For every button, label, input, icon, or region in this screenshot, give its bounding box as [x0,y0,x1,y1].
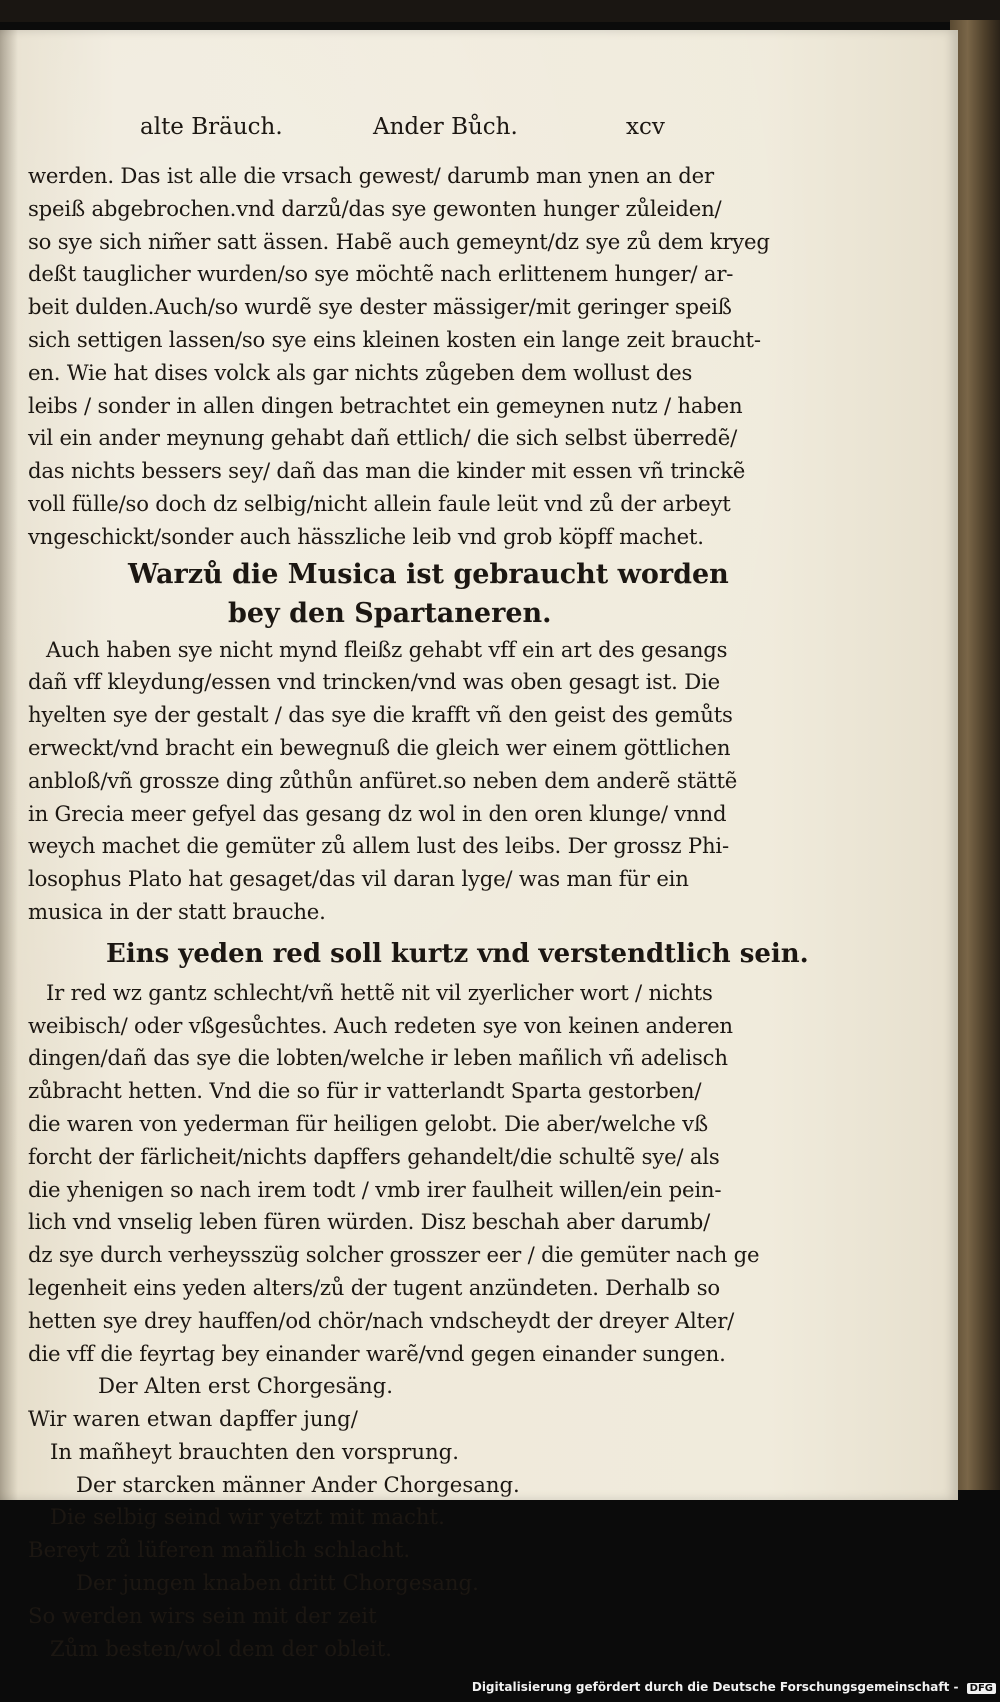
gutter-shadow [0,30,18,1500]
text-line: das nichts bessers sey/ dañ das man die kinder mit essen vñ trinckẽ [28,458,746,484]
verse-line: Bereyt zů lüferen mañlich schlacht. [28,1537,411,1563]
text-line: lich vnd vnselig leben füren würden. Disz beschah aber darumb/ [28,1209,711,1235]
text-line: anbloß/vñ grossze ding zůthůn anfüret.so neben dem anderẽ stättẽ [28,767,738,793]
verse-line: So werden wirs sein mit der zeit [28,1602,377,1628]
text-line: vil ein ander meynung gehabt dañ ettlich/ die sich selbst überredẽ/ [28,425,738,451]
dfg-logo: DFG [967,1683,996,1694]
text-line: die waren von yederman für heiligen gelobt. Die aber/welche vß [28,1110,708,1136]
verse-line: Wir waren etwan dapffer jung/ [28,1406,358,1432]
text-line: die vff die feyrtag bey einander warẽ/vnd gegen einander sungen. [28,1340,726,1366]
verse-block [28,1370,758,1665]
verse-heading: Der Alten erst Chorgesäng. [98,1373,393,1399]
text-line: speiß abgebrochen.vnd darzů/das sye gewonten hunger zůleiden/ [28,195,722,221]
text-line: sich settigen lassen/so sye eins kleinen kosten ein lange zeit braucht- [28,326,761,352]
section-heading-1: Warzů die Musica ist gebraucht worden [128,558,729,590]
text-line: legenheit eins yeden alters/zů der tugent anzündeten. Derhalb so [28,1274,720,1300]
text-line: erweckt/vnd bracht ein bewegnuß die gleich wer einem göttlichen [28,734,731,760]
text-line: voll fülle/so doch dz selbig/nicht allein faule leüt vnd zů der arbeyt [28,490,731,516]
text-line: hetten sye drey hauffen/od chör/nach vndscheydt der dreyer Alter/ [28,1307,735,1333]
text-line: werden. Das ist alle die vrsach gewest/ darumb man ynen an der [28,163,714,188]
text-line: beit dulden.Auch/so wurdẽ sye dester mässiger/mit geringer speiß [28,294,732,320]
paragraph-2 [28,634,758,929]
text-line: leibs / sonder in allen dingen betrachtet ein gemeynen nutz / haben [28,392,743,418]
text-line: deßt tauglicher wurden/so sye möchtẽ nach erlittenem hunger/ ar- [28,261,734,287]
folio-number: xcv [626,114,665,140]
text-line: dañ vff kleydung/essen vnd trincken/vnd was oben gesagt ist. Die [28,669,720,695]
credit-text: Digitalisierung gefördert durch die Deutsche Forschungsgemeinschaft - [471,1680,959,1694]
text-line: so sye sich nim̃er satt ässen. Habẽ auch gemeynt/dz sye zů dem kryeg [28,228,770,254]
verse-line: Zům besten/wol dem der obleit. [50,1635,392,1661]
text-line: musica in der statt brauche. [28,898,326,924]
text-line: in Grecia meer gefyel das gesang dz wol in den oren klunge/ vnnd [28,800,727,826]
verse-heading: Der starcken männer Ander Chorgesang. [76,1471,520,1497]
verse-heading: Der jungen knaben dritt Chorgesang. [76,1570,479,1596]
section-heading-1-cont: bey den Spartaneren. [228,597,552,629]
text-line: Ir red wz gantz schlecht/vñ hettẽ nit vil zyerlicher wort / nichts [46,979,713,1005]
digitization-credit [472,1680,996,1694]
section-heading-2: Eins yeden red soll kurtz vnd verstendtlich sein. [106,938,809,969]
text-line: weibisch/ oder vßgesůchtes. Auch redeten sye von keinen anderen [28,1012,733,1038]
text-line: losophus Plato hat gesaget/das vil daran lyge/ was man für ein [28,866,689,892]
text-line: en. Wie hat dises volck als gar nichts zůgeben dem wollust des [28,359,693,385]
verse-line: Die selbig seind wir yetzt mit macht. [50,1504,445,1530]
text-line: weych machet die gemüter zů allem lust des leibs. Der grossz Phi- [28,833,729,859]
text-line: zůbracht hetten. Vnd die so für ir vatterlandt Sparta gestorben/ [28,1078,702,1104]
book-top-edge [0,0,1000,22]
text-line: hyelten sye der gestalt / das sye die krafft vñ den geist des gemůts [28,702,733,728]
text-line: die yhenigen so nach irem todt / vmb irer faulheit willen/ein pein- [28,1176,722,1202]
paragraph-3 [28,977,758,1371]
text-line: Auch haben sye nicht mynd fleißz gehabt vff ein art des gesangs [46,636,728,662]
running-head [28,108,758,160]
text-line: forcht der färlicheit/nichts dapffers gehandelt/die schultẽ sye/ als [28,1143,720,1169]
running-head-center: Ander Bůch. [373,114,518,140]
text-line: vngeschickt/sonder auch hässzliche leib vnd grob köpff machet. [28,523,704,549]
text-line: dz sye durch verheysszüg solcher grosszer eer / die gemüter nach ge [28,1242,760,1268]
paragraph-1 [28,160,770,554]
page-text [28,108,809,1665]
running-head-left: alte Bräuch. [140,114,283,140]
text-line: dingen/dañ das sye die lobten/welche ir leben mañlich vñ adelisch [28,1045,728,1071]
verse-line: In mañheyt brauchten den vorsprung. [50,1438,459,1464]
